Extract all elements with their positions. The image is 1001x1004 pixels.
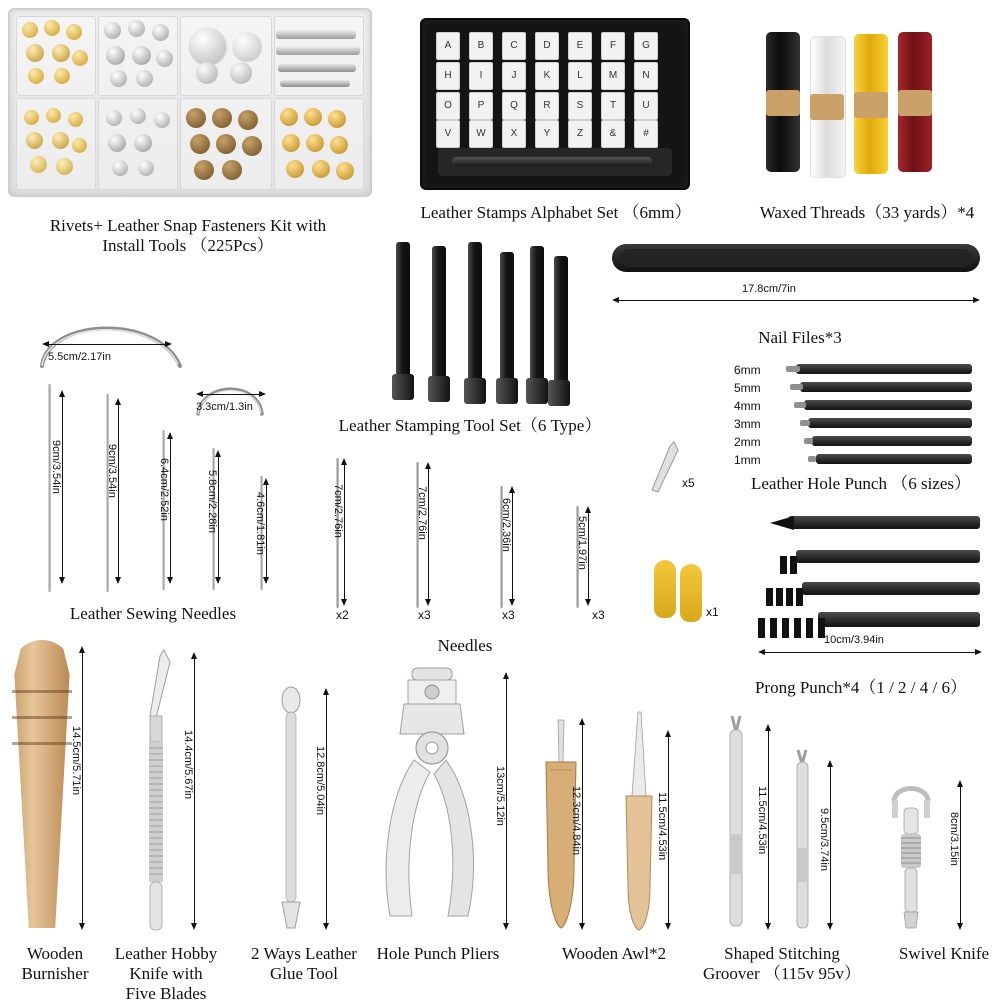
stamp-letter: &	[601, 120, 625, 148]
waxed-threads-group	[762, 28, 940, 188]
stamp-letter: Q	[502, 92, 526, 120]
stamp-letter: J	[502, 62, 526, 90]
caption-rivets-kit-line2: Install Tools （225Pcs）	[102, 236, 274, 256]
stamp-letter: B	[469, 32, 493, 60]
stamp-letter: H	[436, 62, 460, 90]
hobby-blade-spare	[644, 440, 684, 500]
wooden-burnisher	[12, 640, 72, 928]
stamp-letter: Z	[568, 120, 592, 148]
caption-swivel-knife: Swivel Knife	[898, 944, 990, 963]
prong-punch-dimension-arrow	[758, 648, 982, 658]
burnisher-dimension-label: 14.5cm/5.71in	[70, 726, 82, 796]
prong-punch-dimension-label: 10cm/3.94in	[824, 634, 884, 646]
caption-rivets-kit	[12, 216, 364, 256]
finger-cot-2	[680, 564, 702, 622]
needle-count-4: x3	[592, 608, 605, 622]
hole-punch-size-1mm: 1mm	[734, 453, 761, 467]
stamp-letter: P	[469, 92, 493, 120]
stamp-letter: Y	[535, 120, 559, 148]
hole-punch-size-2mm: 2mm	[734, 435, 761, 449]
groover-1-dimension-label: 11.5cm/4.53in	[756, 786, 768, 855]
caption-stitching-groover	[672, 944, 892, 984]
stamp-letter: N	[634, 62, 658, 90]
stamp-letter: T	[601, 92, 625, 120]
caption-burnisher-line2: Burnisher	[21, 964, 89, 984]
caption-groover-line1: Shaped Stitching	[724, 944, 840, 963]
caption-glue-tool-line1: 2 Ways Leather	[251, 944, 357, 963]
needle-label-4: 5cm/1.97in	[576, 516, 588, 570]
stamp-letter: C	[502, 32, 526, 60]
awl-1-dimension-label: 12.3cm/4.84in	[570, 786, 582, 856]
caption-hobby-knife-line2: Knife with	[129, 964, 203, 984]
needle-count-2: x3	[418, 608, 431, 622]
needle-label-2: 7cm/2.76in	[416, 486, 428, 540]
stamp-letter: O	[436, 92, 460, 120]
hobby-knife-dimension-label: 14.4cm/5.67in	[182, 730, 194, 800]
caption-hobby-knife-line1: Leather Hobby	[114, 944, 218, 963]
caption-prong-punch: Prong Punch*4（1 / 2 / 4 / 6）	[754, 678, 968, 697]
prong-punch-group	[740, 506, 990, 636]
swivel-knife-dimension-label: 8cm/3.15in	[948, 812, 960, 866]
hole-punch-size-6mm: 6mm	[734, 363, 761, 377]
leather-hole-punch-group	[730, 360, 980, 472]
sewing-needle-label-5: 4.6cm/1.81in	[254, 492, 266, 555]
caption-glue-tool-line2: Glue Tool	[270, 964, 338, 984]
caption-groover-line2: Groover （115v 95v）	[702, 964, 861, 984]
stamp-letter: L	[568, 62, 592, 90]
needle-label-1: 7cm/2.76in	[332, 484, 344, 538]
rivets-kit-box	[8, 8, 372, 197]
blade-count-label: x5	[682, 476, 695, 490]
caption-stamps-alphabet: Leather Stamps Alphabet Set （6mm）	[420, 203, 692, 222]
leather-stamping-tool-set	[358, 238, 558, 398]
caption-burnisher-line1: Wooden	[26, 944, 84, 963]
sewing-needle-label-4: 5.8cm/2.28in	[206, 470, 218, 533]
sewing-needle-label-3: 6.4cm/2.52in	[158, 458, 170, 521]
needle-count-3: x3	[502, 608, 515, 622]
curved-needle-small-label: 3.3cm/1.3in	[196, 401, 253, 413]
stamp-letter: I	[469, 62, 493, 90]
sewing-needle-label-2: 9cm/3.54in	[106, 444, 118, 498]
caption-waxed-threads: Waxed Threads（33 yards）*4	[759, 203, 975, 222]
caption-nail-files: Nail Files*3	[758, 328, 842, 347]
stamp-letter: U	[634, 92, 658, 120]
groover-2-dimension-label: 9.5cm/3.74in	[818, 808, 830, 871]
caption-needles: Needles	[437, 636, 493, 655]
stamp-letter: K	[535, 62, 559, 90]
pliers-dimension-label: 13cm/5.12in	[494, 766, 506, 826]
stamp-letter: E	[568, 32, 592, 60]
stamp-letter: R	[535, 92, 559, 120]
finger-cot-1	[654, 560, 676, 618]
stamp-letter: S	[568, 92, 592, 120]
hole-punch-size-4mm: 4mm	[734, 399, 761, 413]
stamp-letter: M	[601, 62, 625, 90]
needle-label-3: 6cm/2.36in	[500, 498, 512, 552]
nail-file-dimension-arrow	[612, 296, 980, 306]
stamp-handle	[452, 157, 652, 166]
hole-punch-size-5mm: 5mm	[734, 381, 761, 395]
stamp-letter: #	[634, 120, 658, 148]
curved-needle-big-label: 5.5cm/2.17in	[48, 351, 111, 363]
curved-needle-big-arrow	[42, 340, 172, 350]
stamp-letter: V	[436, 120, 460, 148]
stamp-letter: D	[535, 32, 559, 60]
caption-hobby-knife	[96, 944, 236, 1004]
stamp-letter: G	[634, 32, 658, 60]
awl-2-dimension-label: 11.5cm/4.53in	[656, 792, 668, 861]
caption-rivets-kit-line1: Rivets+ Leather Snap Fasteners Kit with	[49, 216, 327, 235]
caption-sewing-needles: Leather Sewing Needles	[69, 604, 237, 623]
finger-cot-count-label: x1	[706, 605, 719, 619]
caption-wooden-burnisher	[0, 944, 110, 984]
stamp-letter: A	[436, 32, 460, 60]
nail-file-dimension-label: 17.8cm/7in	[742, 283, 796, 295]
needles-group	[320, 448, 620, 618]
hole-punch-size-3mm: 3mm	[734, 417, 761, 431]
caption-hobby-knife-line3: Five Blades	[125, 984, 207, 1004]
needle-count-1: x2	[336, 608, 349, 622]
stamp-letter: W	[469, 120, 493, 148]
glue-tool-dimension-label: 12.8cm/5.04in	[314, 746, 326, 816]
hole-punch-pliers	[368, 664, 498, 930]
caption-hole-punch-pliers: Hole Punch Pliers	[376, 944, 500, 963]
caption-stamping-tool-set: Leather Stamping Tool Set（6 Type）	[338, 416, 602, 435]
swivel-knife	[884, 778, 948, 932]
leather-stamps-case	[420, 18, 690, 190]
stamp-letter: X	[502, 120, 526, 148]
caption-hole-punch: Leather Hole Punch （6 sizes）	[751, 474, 971, 493]
caption-wooden-awl: Wooden Awl*2	[561, 944, 667, 963]
nail-file	[612, 244, 980, 272]
stamp-letter: F	[601, 32, 625, 60]
sewing-needle-label-1: 9cm/3.54in	[50, 440, 62, 494]
two-ways-leather-glue-tool	[268, 686, 314, 934]
leather-hobby-knife	[128, 648, 188, 934]
